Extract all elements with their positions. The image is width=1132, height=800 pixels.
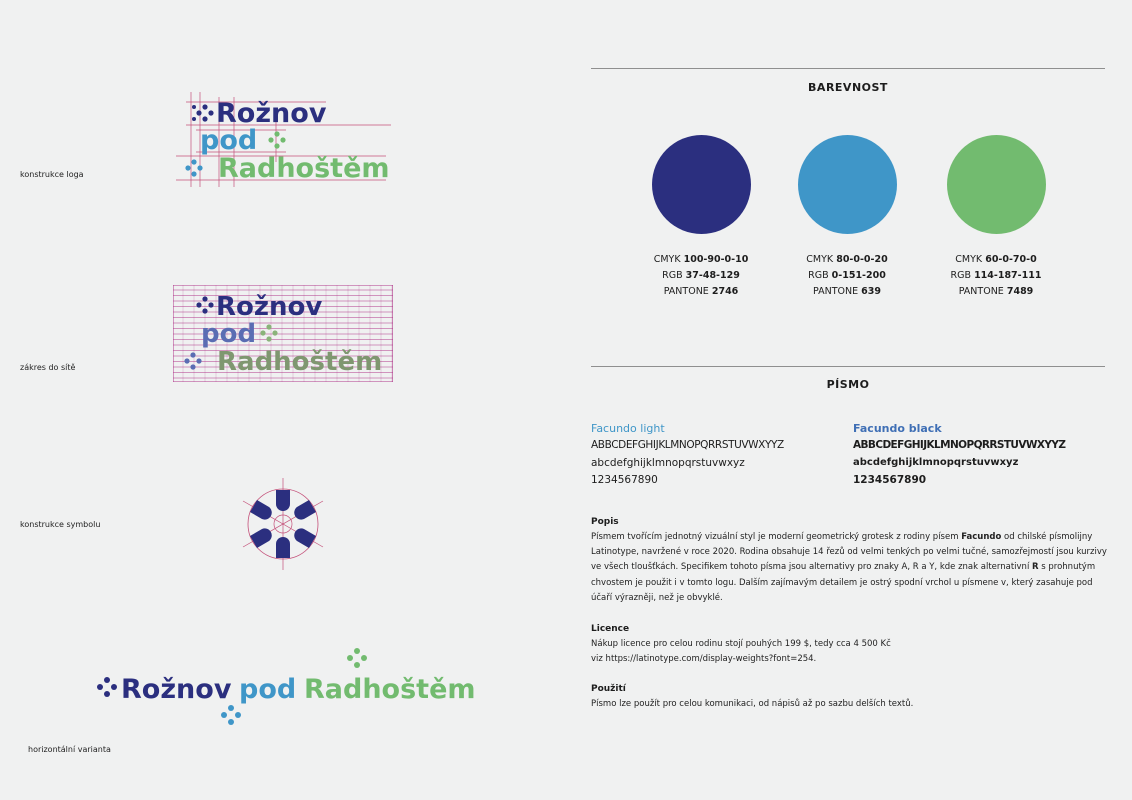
- popis-title: Popis: [591, 517, 619, 527]
- label-symbol-construction: konstrukce symbolu: [20, 520, 101, 529]
- color-swatch-dark-blue: [652, 135, 751, 234]
- font-black-uppercase: ABBCDEFGHIJKLMNOPQRRSTUVWXYYZ: [853, 439, 1066, 451]
- divider-middle: [591, 366, 1105, 367]
- color-spec-green: CMYK 60-0-70-0 RGB 114-187-111 PANTONE 7489: [950, 254, 1042, 297]
- logo-construction: [176, 92, 391, 188]
- font-black-name: Facundo black: [853, 422, 942, 435]
- font-black-digits: 1234567890: [853, 474, 927, 486]
- logo-word-radhostem: Radhoštěm: [218, 153, 390, 184]
- label-horizontal-variant: horizontální varianta: [28, 745, 111, 754]
- horizontal-word-roznov: Rožnov: [121, 674, 232, 705]
- grid-word-radhostem: Radhoštěm: [217, 347, 383, 377]
- font-light-uppercase: ABBCDEFGHIJKLMNOPQRRSTUVWXYYZ: [591, 439, 784, 451]
- font-light-name: Facundo light: [591, 422, 665, 435]
- pouziti-title: Použití: [591, 684, 626, 694]
- label-grid-plot: zákres do sítě: [20, 363, 76, 372]
- logo-horizontal: [92, 646, 477, 728]
- logo-grid-plot: [173, 285, 393, 382]
- font-light-lowercase: abcdefghijklmnopqrstuvwxyz: [591, 457, 745, 469]
- color-spec-light-blue: CMYK 80-0-0-20 RGB 0-151-200 PANTONE 639: [806, 254, 888, 297]
- divider-top: [591, 68, 1105, 69]
- licence-text: Nákup licence pro celou rodinu stojí pouhých 199 $, tedy cca 4 500 Kč viz https://latinotype.com/display-weights?font=254.: [591, 639, 891, 665]
- popis-text: Písmem tvořícím jednotný vizuální styl je moderní geometrický grotesk z rodiny písem Facundo od chilské písmolijny Latinotype, navržené v roce 2020. Rodina obsahuje 14 řezů od velmi tenkých po velmi tučné, samozřejmostí jsou kurzivy ve všech tloušťkách. Specifikem tohoto písma jsou alternativy pro znaky A, R a Y, kde znak alternativní R s prohnutým chvostem je použit i v tomto logu. Dalším zajímavým detailem je ostrý spodní vrchol u písmene v, který zasahuje pod účaří výrazněji, než je obvyklé.: [591, 532, 1107, 603]
- horizontal-word-pod: pod: [239, 674, 297, 705]
- logo-word-pod: pod: [200, 125, 258, 156]
- logo-word-roznov: Rožnov: [216, 98, 327, 129]
- font-light-digits: 1234567890: [591, 474, 658, 486]
- font-black-lowercase: abcdefghijklmnopqrstuvwxyz: [853, 457, 1019, 468]
- licence-title: Licence: [591, 624, 630, 634]
- pouziti-text: Písmo lze použít pro celou komunikaci, od nápisů až po sazbu delších textů.: [591, 699, 914, 709]
- section-title-fonts: PÍSMO: [826, 378, 870, 391]
- grid-word-roznov: Rožnov: [216, 292, 323, 322]
- section-title-colors: BAREVNOST: [808, 81, 888, 94]
- grid-word-pod: pod: [201, 319, 257, 349]
- horizontal-word-radhostem: Radhoštěm: [304, 674, 476, 705]
- color-spec-dark-blue: CMYK 100-90-0-10 RGB 37-48-129 PANTONE 2746: [653, 254, 749, 297]
- color-swatch-light-blue: [798, 135, 897, 234]
- symbol-construction: [240, 478, 326, 570]
- label-logo-construction: konstrukce loga: [20, 170, 84, 179]
- color-swatch-green: [947, 135, 1046, 234]
